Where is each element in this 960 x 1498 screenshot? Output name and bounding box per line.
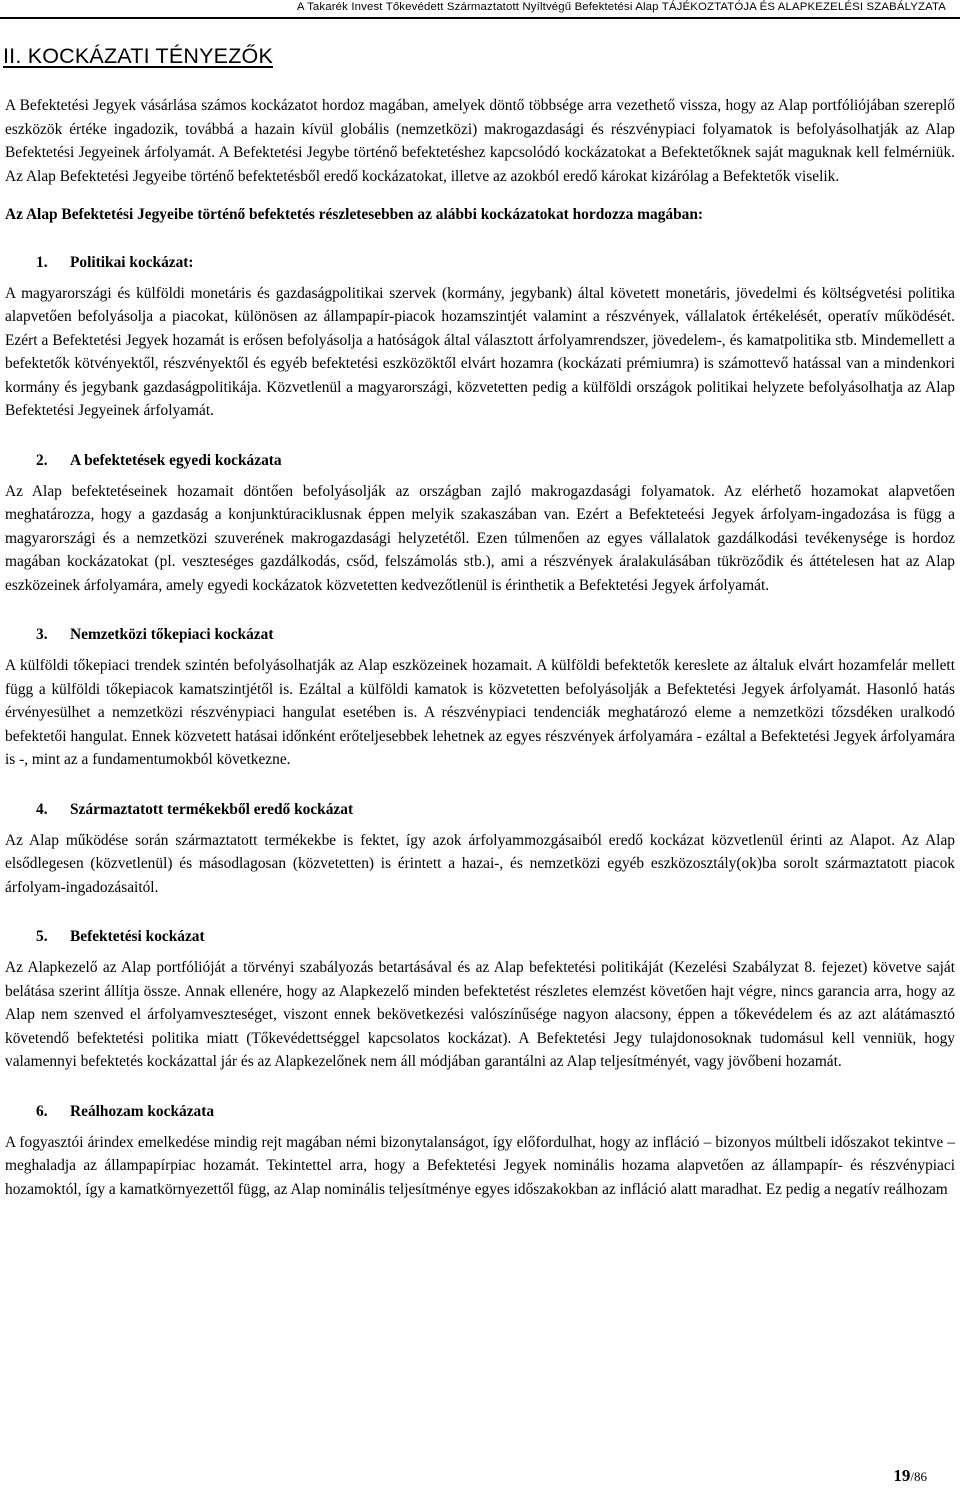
section-number: 1.: [36, 253, 48, 271]
section-international-market-risk: [5, 623, 955, 772]
section-number: 6.: [36, 1102, 48, 1120]
section-text: A külföldi tőkepiaci trendek szintén befolyásolhatják az Alap eszközeinek hozamait. A külföldi befektetők kereslete az általuk elvárt hozamfelár mellett függ a külföldi tőkepiacok kamatszintjétől is. Ezáltal a külföldi kamatok is közvetetten befolyásolják a Befektetési Jegyek árfolyamát. Hasonló hatás érvényesülhet a nemzetközi részvénypiaci hangulat esetében is. A részvénypiaci tendenciák meghatározó eleme a nemzetközi tőzsdéken uralkodó befektetői hangulat. Ennek közvetett hatásai időnként erőteljesebbek lehetnek az egyes részvények árfolyamára - ezáltal a Befektetési Jegyek árfolyamára is -, mint az a fundamentumokból következne.: [5, 657, 955, 768]
section-heading: [36, 449, 955, 472]
page-number: [893, 1466, 927, 1486]
header-rule: [0, 17, 960, 19]
document-body: [5, 94, 955, 1201]
section-investment-risk: [5, 925, 955, 1074]
page-title: II. KOCKÁZATI TÉNYEZŐK: [3, 44, 274, 68]
section-heading: [36, 925, 955, 948]
section-title: Származtatott termékekből eredő kockázat: [70, 800, 354, 818]
section-title: Reálhozam kockázata: [70, 1102, 215, 1120]
section-heading: [36, 798, 955, 821]
section-heading: [36, 623, 955, 646]
section-number: 4.: [36, 800, 48, 818]
section-real-yield-risk: [5, 1100, 955, 1202]
section-text: Az Alap működése során származtatott termékekbe is fektet, így azok árfolyammozgásaiból eredő kockázat közvetlenül érinti az Alapot. Az Alap elsődlegesen (közvetlenül) és másodlagosan (közvetetten) is érintett a hazai-, és nemzetközi egyéb eszközosztály(ok)ba sorolt származtatott piacok árfolyam-ingadozásaitól.: [5, 831, 955, 896]
section-political-risk: [5, 251, 955, 423]
section-title: Befektetési kockázat: [70, 928, 205, 945]
section-text: A magyarországi és külföldi monetáris és gazdaságpolitikai szervek (kormány, jegybank) által követett monetáris, jövedelmi és költségvetési politika alapvetően befolyásolja a piacokat, különösen az állampapír-piacok hozamszintjét valamint a részvények, vállalatok értékelését, operatív működését. Ezért a Befektetési Jegyek hozamát is erősen befolyásolja a hatóságok által választott árfolyamrendszer, jövedelem-, és kamatpolitika stb. Mindemellett a befektetők kötvényektől, részvényektől és egyéb befektetési eszközöktől elvárt hozamra (kockázati prémiumra) is számottevő hatással van a mindenkori kormány és jegybank gazdaságpolitikája. Közvetlenül a magyarországi, közvetetten pedig a külföldi országok politikai helyzete befolyásolhatja az Alap Befektetési Jegyeinek árfolyamát.: [5, 284, 955, 419]
running-header: A Takarék Invest Tőkevédett Származtatott Nyíltvégű Befektetési Alap TÁJÉKOZTATÓJA ÉS ALAPKEZELÉSI SZABÁLYZATA: [296, 1, 946, 13]
section-heading: [36, 251, 955, 274]
section-specific-risk: [5, 449, 955, 598]
section-number: 5.: [36, 928, 48, 945]
section-title: A befektetések egyedi kockázata: [70, 451, 282, 469]
lead-paragraph: Az Alap Befektetési Jegyeibe történő befektetés részletesebben az alábbi kockázatokat hordozza magában:: [5, 206, 704, 223]
section-text: Az Alapkezelő az Alap portfólióját a törvényi szabályozás betartásával és az Alap befektetési politikáját (Kezelési Szabályzat 8. fejezet) követve saját belátása szerint állítja össze. Annak ellenére, hogy az Alapkezelő minden befektetést részletes elemzést követően hajt végre, nincs garancia arra, hogy az Alap nem szenved el árfolyamveszteséget, viszont ennek bekövetkezési valószínűsége nagyon alacsony, éppen a tőkevédelem és az azt alátámasztó követendő befektetési politika miatt (Tőkevédettséggel kapcsolatos kockázat). A Befektetési Jegy tulajdonosoknak tudomásul kell venniük, hogy valamennyi befektetés kockázattal jár és az Alapkezelőnek nem áll módjában garantálni az Alap teljesítményét, vagy jövőbeni hozamát.: [5, 959, 955, 1070]
section-number: 2.: [36, 451, 48, 469]
section-number: 3.: [36, 626, 48, 643]
section-heading: [36, 1100, 955, 1123]
page-current: 19: [893, 1466, 911, 1485]
page-total: /86: [910, 1469, 927, 1484]
section-text: A fogyasztói árindex emelkedése mindig rejt magában némi bizonytalanságot, így előfordulhat, hogy az infláció – bizonyos múltbeli időszakot tekintve – meghaladja az állampapírpiac hozamát. Tekintettel arra, hogy a Befektetési Jegyek nominális hozama alapvetően az állampapír- és részvénypiaci hozamoktól, így a kamatkörnyezettől függ, az Alap nominális teljesítménye egyes időszakokban az infláció alatt maradhat. Ez pedig a negatív reálhozam: [5, 1133, 955, 1198]
section-derivatives-risk: [5, 798, 955, 900]
section-text: Az Alap befektetéseinek hozamait döntően befolyásolják az országban zajló makrogazdasági folyamatok. Az elérhető hozamokat alapvetően meghatározza, hogy a gazdaság a konjunktúraciklusnak éppen melyik szakaszában van. Ezért a Befekteteési Jegyek árfolyam-ingadozása is függ a magyarországi és a nemzetközi szuverének makrogazdasági helyzetétől. Ezen túlmenően az egyes vállalatok gazdálkodási tevékenysége is hordoz magában kockázatokat (pl. veszteséges gazdálkodás, csőd, felszámolás stb.), ami a részvények áralakulásában tükröződik és áttételesen hat az Alap eszközeinek árfolyamára, amely egyedi kockázatok közvetetten kedvezőtlenül is érinthetik a Befektetési Jegyek árfolyamát.: [5, 482, 955, 594]
section-title: Nemzetközi tőkepiaci kockázat: [70, 626, 274, 643]
intro-paragraph: A Befektetési Jegyek vásárlása számos kockázatot hordoz magában, amelyek döntő többsége arra vezethető vissza, hogy az Alap portfóliójában szereplő eszközök értéke ingadozik, továbbá a hazain kívül globális (nemzetközi) makrogazdasági és részvénypiaci folyamatok is befolyásolhatják az Alap Befektetési Jegyeinek árfolyamát. A Befektetési Jegybe történő befektetéshez kapcsolódó kockázatokat a Befektetőknek saját maguknak kell felmérniük. Az Alap Befektetési Jegyeibe történő befektetésből eredő kockázatokat, illetve az azokból eredő károkat kizárólag a Befektetők viselik.: [5, 97, 955, 185]
section-title: Politikai kockázat:: [70, 253, 194, 271]
